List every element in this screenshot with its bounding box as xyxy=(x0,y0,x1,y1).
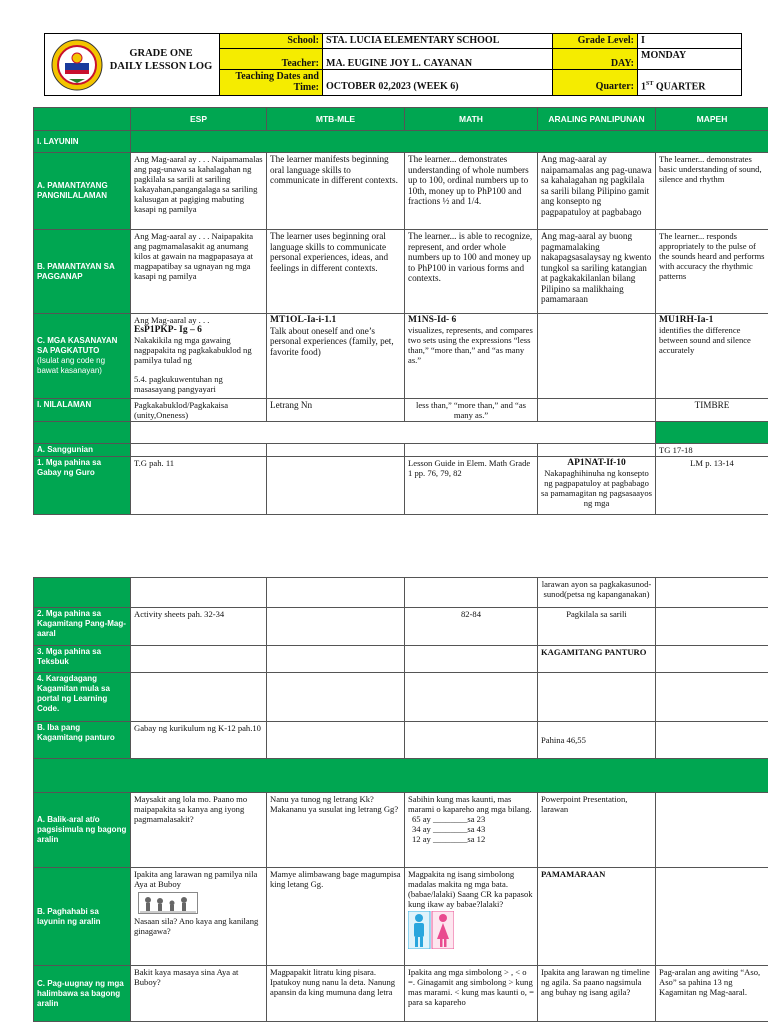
ph-esp-questions: Nasaan sila? Ano kaya ang kanilang ginagawa? xyxy=(134,916,259,936)
school-value: STA. LUCIA ELEMENTARY SCHOOL xyxy=(323,34,553,49)
km-mapeh xyxy=(656,608,768,646)
teacher-label: Teacher: xyxy=(220,49,323,70)
ip-mtb xyxy=(267,722,405,759)
green-spacer-right xyxy=(656,422,768,444)
quarter-suffix: ST xyxy=(646,81,654,87)
pamamaraan-band xyxy=(34,759,768,793)
kasanayan-label-main: C. MGA KASANAYAN SA PAGKATUTO xyxy=(37,336,118,355)
kasanayan-esp-text2: 5.4. pagkukuwentuhan ng masasayang pangyayari xyxy=(134,374,223,394)
col-header-ap: ARALING PANLIPUNAN xyxy=(538,108,656,131)
continuation-math xyxy=(405,578,538,608)
ba-math xyxy=(405,793,538,868)
gabay-ng-guro-label: 1. Mga pahina sa Gabay ng Guro xyxy=(34,457,131,515)
quarter-label: Quarter: xyxy=(553,70,638,95)
kg-ap xyxy=(538,673,656,722)
gabay-esp: T.G pah. 11 xyxy=(131,457,267,515)
lesson-log-table-page2 xyxy=(33,577,768,1022)
teaching-dates-label-line1: Teaching Dates and xyxy=(235,71,319,82)
col-header-math: MATH xyxy=(405,108,538,131)
nilalaman-esp: Pagkakabuklod/Pagkakaisa (unity,Oneness) xyxy=(131,399,267,422)
sanggunian-math xyxy=(405,444,538,457)
paghahabi-label: B. Paghahabi sa layunin ng aralin xyxy=(34,868,131,966)
lesson-log-table-page1 xyxy=(33,107,768,515)
gabay-mapeh: LM p. 13-14 xyxy=(656,457,768,515)
ph-esp xyxy=(131,868,267,966)
ba-mtb: Nanu ya tunog ng letrang Kk? Makananu ya susulat ing letrang Gg? xyxy=(267,793,405,868)
iba-pang-kagamitan-label: B. Iba pang Kagamitang panturo xyxy=(34,722,131,759)
corner-cell xyxy=(34,108,131,131)
layunin-band xyxy=(131,131,768,153)
header-title xyxy=(105,47,217,73)
ba-math-line3: 12 ay ________sa 12 xyxy=(412,834,486,844)
psp-ap: Ang mag-aaral ay buong pagmamalaking nakapagsasalaysay ng kwento tungkol sa sariling katangian at pagkakakilanlan bilang Pilipino sa malikhaing pamamaraan xyxy=(538,230,656,314)
pp-esp: Ang Mag-aaral ay . . . Naipamamalas ang pag-unawa sa kahalagahan ng pagkilala sa sarili at sariling kakayahan,pangangalaga sa sariling kalusugan at pagiging mabuting kasapi ng pamilya xyxy=(131,153,267,230)
kasanayan-mtb-code: MT1OL-Ia-i-1.1 xyxy=(270,315,337,325)
ph-ap: PAMAMARAAN xyxy=(538,868,656,966)
gabay-mtb xyxy=(267,457,405,515)
grade-level-label: Grade Level: xyxy=(553,34,638,49)
kagamitang-pang-mag-aaral-label: 2. Mga pahina sa Kagamitang Pang-Mag-aaral xyxy=(34,608,131,646)
ip-esp: Gabay ng kurikulum ng K-12 pah.10 xyxy=(131,722,267,759)
dll-header xyxy=(44,33,742,96)
nilalaman-label: I. NILALAMAN xyxy=(34,399,131,422)
day-value: MONDAY xyxy=(638,49,741,70)
karagdagang-kagamitan-label: 4. Karagdagang Kagamitan mula sa portal ng Learning Code. xyxy=(34,673,131,722)
teaching-dates-label-line2: Time: xyxy=(293,82,319,93)
tb-esp xyxy=(131,646,267,673)
kg-esp xyxy=(131,673,267,722)
kasanayan-esp-pre: Ang Mag-aaral ay . . . xyxy=(134,315,210,325)
pag-uugnay-label: C. Pag-uugnay ng mga halimbawa sa bagong aralin xyxy=(34,966,131,1022)
kasanayan-esp-code: EsP1PKP- Ig – 6 xyxy=(134,325,202,335)
tb-mtb xyxy=(267,646,405,673)
nilalaman-ap xyxy=(538,399,656,422)
ba-math-line1: 65 ay ________sa 23 xyxy=(412,814,486,824)
ph-mapeh xyxy=(656,868,768,966)
tb-ap: KAGAMITANG PANTURO xyxy=(538,646,656,673)
gabay-math: Lesson Guide in Elem. Math Grade 1 pp. 76, 79, 82 xyxy=(405,457,538,515)
kasanayan-ap xyxy=(538,314,656,399)
pu-math: Ipakita ang mga simbolong > , < o =. Ginagamit ang simbolong > kung mas marami. < kung mas kaunti o, = para sa kapareho xyxy=(405,966,538,1022)
col-header-mapeh: MAPEH xyxy=(656,108,768,131)
tb-math xyxy=(405,646,538,673)
grade-level-value: I xyxy=(638,34,741,49)
ph-math xyxy=(405,868,538,966)
pp-mapeh: The learner... demonstrates basic understanding of sound, silence and rhythm xyxy=(656,153,768,230)
quarter-number: 1 xyxy=(641,81,646,93)
header-title-block xyxy=(45,34,220,95)
continuation-esp xyxy=(131,578,267,608)
teaching-dates-value: OCTOBER 02,2023 (WEEK 6) xyxy=(323,70,553,95)
sanggunian-ap xyxy=(538,444,656,457)
layunin-label: I. LAYUNIN xyxy=(34,131,131,153)
quarter-word: QUARTER xyxy=(653,81,706,93)
day-label: DAY: xyxy=(553,49,638,70)
continuation-mapeh xyxy=(656,578,768,608)
blank-spacer xyxy=(131,422,656,444)
title-line-1: GRADE ONE xyxy=(129,48,193,59)
ba-ap: Powerpoint Presentation, larawan xyxy=(538,793,656,868)
gabay-ap-text: Nakapaghihinuha ng konsepto ng pagpapatuloy at pagbabago sa pamamagitan ng pagsasaayos ng mga xyxy=(541,468,652,508)
pu-ap: Ipakita ang larawan ng timeline ng agila. Sa paano nagsimula ang buhay ng isang agila? xyxy=(538,966,656,1022)
kasanayan-esp-text: Nakakikila ng mga gawaing nagpapakita ng pagkakabuklod ng pamilya tulad ng xyxy=(134,335,252,365)
ba-math-text: Sabihin kung mas kaunti, mas marami o kapareho ang mga bilang. xyxy=(408,794,532,814)
nilalaman-mapeh: TIMBRE xyxy=(656,399,768,422)
kasanayan-mapeh xyxy=(656,314,768,399)
psp-mtb: The learner uses beginning oral language skills to communicate personal experiences, ideas, and feelings in different contexts. xyxy=(267,230,405,314)
kasanayan-esp xyxy=(131,314,267,399)
kasanayan-label xyxy=(34,314,131,399)
pu-esp: Bakit kaya masaya sina Aya at Buboy? xyxy=(131,966,267,1022)
pamantayang-pangnilalaman-label: A. PAMANTAYANG PANGNILALAMAN xyxy=(34,153,131,230)
teaching-dates-label xyxy=(220,70,323,95)
pp-mtb: The learner manifests beginning oral language skills to communicate in different contexts. xyxy=(267,153,405,230)
col-header-esp: ESP xyxy=(131,108,267,131)
family-picture-icon xyxy=(138,892,198,914)
nilalaman-mtb: Letrang Nn xyxy=(267,399,405,422)
header-info-grid xyxy=(220,34,741,95)
pamantayan-sa-pagganap-label: B. PAMANTAYAN SA PAGGANAP xyxy=(34,230,131,314)
continuation-mtb xyxy=(267,578,405,608)
nilalaman-math: less than,” “more than,” and “as many as.” xyxy=(405,399,538,422)
pp-math: The learner... demonstrates understanding of whole numbers up to 100, ordinal numbers up to 10th, money up to PhP100 and fractions ½ and 1/4. xyxy=(405,153,538,230)
school-seal-logo xyxy=(51,39,103,91)
ph-mtb: Mamye alimbawang bage magumpisa king letang Gg. xyxy=(267,868,405,966)
kasanayan-mapeh-text: identifies the difference between sound and silence accurately xyxy=(659,325,751,355)
ip-mapeh xyxy=(656,722,768,759)
ip-ap: Pahina 46,55 xyxy=(538,722,656,759)
psp-mapeh: The learner... responds appropriately to the pulse of the sounds heard and performs with accuracy the rhythmic patterns xyxy=(656,230,768,314)
psp-esp: Ang Mag-aaral ay . . . Naipapakita ang pagmamalasakit ag anumang kilos at gawain na magpapasaya at magpapatibay sa ugnayan ng mga kasapi ng pamilya xyxy=(131,230,267,314)
kasanayan-math-code: M1NS-Id- 6 xyxy=(408,315,457,325)
ph-math-text: Magpakita ng isang simbolong madalas makita ng mga bata. (babae/lalaki) Saang CR ka papasok kung ikaw ay babae?lalaki? xyxy=(408,869,533,909)
kg-mapeh xyxy=(656,673,768,722)
kasanayan-label-note: (Isulat ang code ng bawat kasanayan) xyxy=(37,356,106,375)
tb-mapeh xyxy=(656,646,768,673)
sanggunian-label: A. Sanggunian xyxy=(34,444,131,457)
gabay-ap xyxy=(538,457,656,515)
title-line-2: DAILY LESSON LOG xyxy=(109,61,213,72)
teacher-value: MA. EUGINE JOY L. CAYANAN xyxy=(323,49,553,70)
green-spacer-left xyxy=(34,422,131,444)
ba-mapeh xyxy=(656,793,768,868)
continuation-label xyxy=(34,578,131,608)
pu-mapeh: Pag-aralan ang awiting “Aso, Aso” sa pahina 13 ng Kagamitan ng Mag-aaral. xyxy=(656,966,768,1022)
pp-ap: Ang mag-aaral ay naipamamalas ang pag-unawa sa kahalagahan ng pagkilala sa sarili bilang Pilipino gamit ang konsepto ng pagpapatuloy at pagbabago xyxy=(538,153,656,230)
continuation-ap: larawan ayon sa pagkakasunod-sunod(petsa ng kapanganakan) xyxy=(538,578,656,608)
sanggunian-mtb xyxy=(267,444,405,457)
col-header-mtb: MTB-MLE xyxy=(267,108,405,131)
km-esp: Activity sheets pah. 32-34 xyxy=(131,608,267,646)
kasanayan-math-text: visualizes, represents, and compares two sets using the expressions “less than,” “more than,” and “as many as.” xyxy=(408,325,533,365)
ip-math xyxy=(405,722,538,759)
kasanayan-math xyxy=(405,314,538,399)
pu-mtb: Magpapakit litratu king pisara. Ipatukoy nung nanu la deta. Nanung apansin da king mumuna dang letra xyxy=(267,966,405,1022)
kg-mtb xyxy=(267,673,405,722)
kg-math xyxy=(405,673,538,722)
km-ap: Pagkilala sa sarili xyxy=(538,608,656,646)
ba-math-line2: 34 ay ________sa 43 xyxy=(412,824,486,834)
sanggunian-mapeh: TG 17-18 xyxy=(656,444,768,457)
gabay-ap-code: AP1NAT-If-10 xyxy=(567,458,626,468)
restroom-sign-icon xyxy=(408,911,454,949)
balik-aral-label: A. Balik-aral at/o pagsisimula ng bagong aralin xyxy=(34,793,131,868)
quarter-value xyxy=(638,70,741,95)
teksbuk-label: 3. Mga pahina sa Teksbuk xyxy=(34,646,131,673)
psp-math: The learner... is able to recognize, represent, and order whole numbers up to 100 and money up to PhP100 in various forms and contexts. xyxy=(405,230,538,314)
sanggunian-esp xyxy=(131,444,267,457)
ph-esp-text: Ipakita ang larawan ng pamilya nila Aya at Buboy xyxy=(134,869,258,889)
school-label: School: xyxy=(220,34,323,49)
kasanayan-mtb-text: Talk about oneself and one’s personal experiences (family, pet, favorite food) xyxy=(270,325,394,357)
ba-esp: Maysakit ang lola mo. Paano mo maipapakita sa kanya ang iyong pagmamalasakit? xyxy=(131,793,267,868)
km-math: 82-84 xyxy=(405,608,538,646)
km-mtb xyxy=(267,608,405,646)
kasanayan-mapeh-code: MU1RH-Ia-1 xyxy=(659,315,714,325)
kasanayan-mtb xyxy=(267,314,405,399)
